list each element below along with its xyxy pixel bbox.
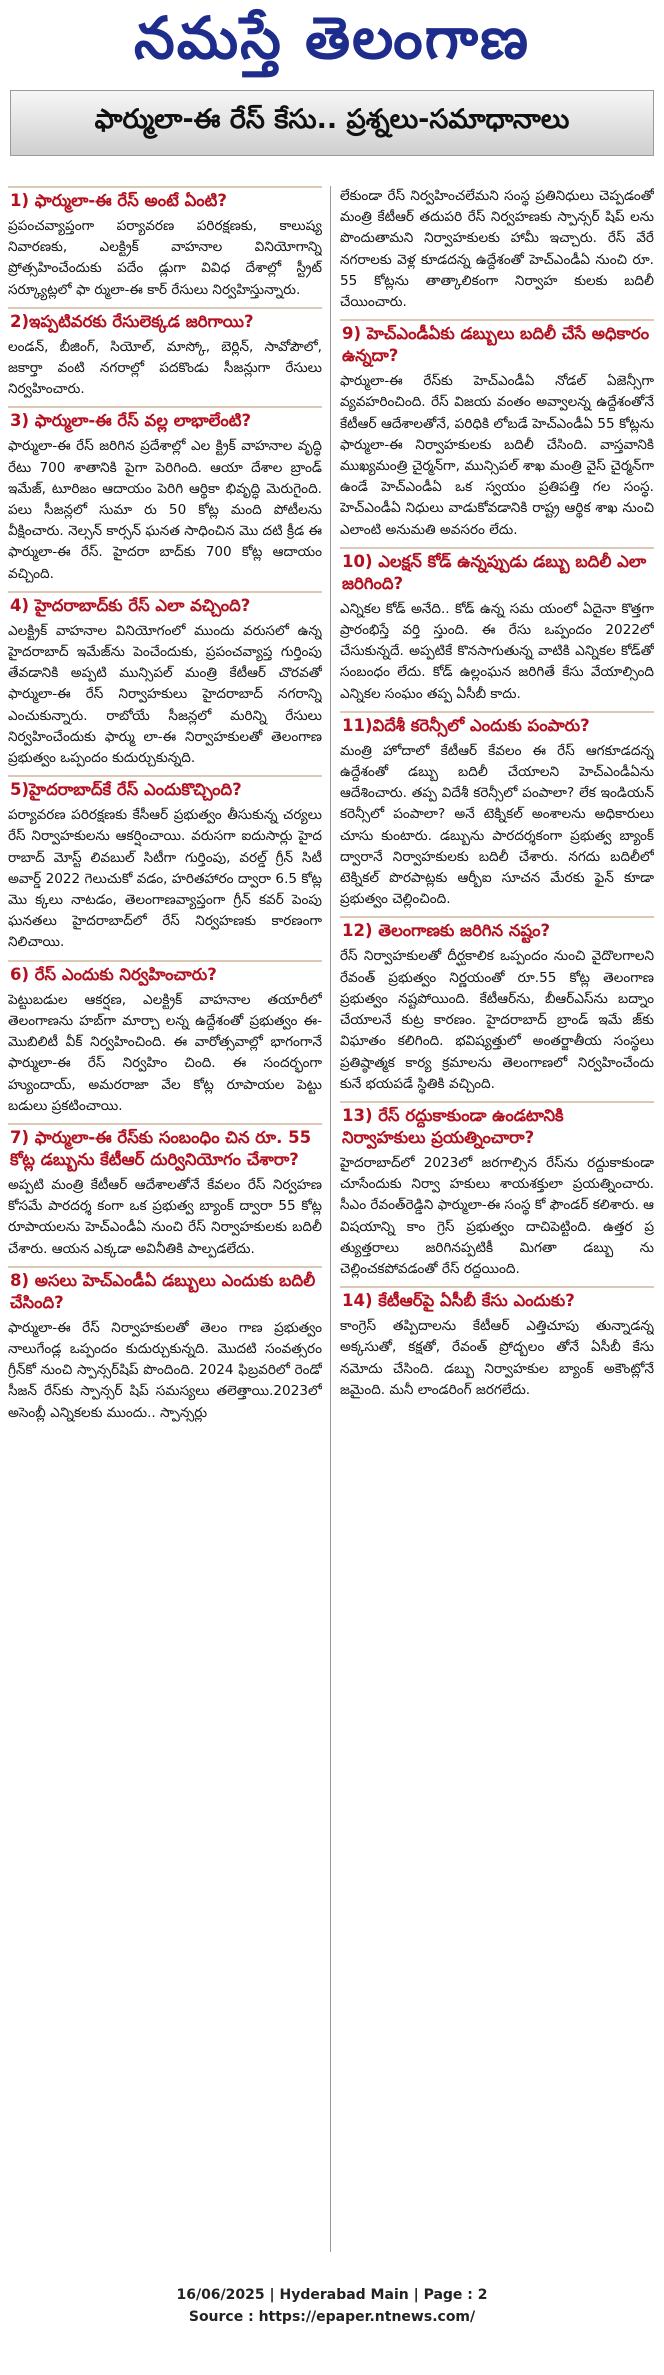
page-footer xyxy=(0,2284,664,2328)
answer-text: కాంగ్రెస్ తప్పిదాలను కేటీఆర్ ఎత్తిచూపు తున్నాడన్న అక్కసుతో, కక్షతో, రేవంత్ ప్రోద్బలం తోనే ఏసీబీ కేసు నమోదు చేసింది. డబ్బు నిర్వాహకుల బ్యాంక్ అకౌంట్లోనే జమైంది. మనీ లాండరింగ్ జరగలేదు. xyxy=(340,1318,654,1398)
question-heading: 6) రేస్ ఎందుకు నిర్వహించారు? xyxy=(8,960,322,990)
answer-text: ఎన్నికల కోడ్ అనేది.. కోడ్ ఉన్న సమ యంలో ఏదైనా కొత్తగా ప్రారంభిస్తే వర్తి స్తుంది. ఈ రేసు ఒప్పందం 2022లో చేసుకున్నదే. అప్పటికే కొనసాగుతున్న వాటికి ఎన్నికల కోడ్‌తో సంబంధం లేదు. కోడ్ ఉల్లంఘన జరిగితే కేసు వేయాల్సింది ఎన్నికల సంఘం తప్ప ఏసీబీ కాదు. xyxy=(340,600,654,702)
question-heading: 2)ఇప్పటివరకు రేసులెక్కడ జరిగాయి? xyxy=(8,307,322,337)
masthead-logo: నమస్తే తెలంగాణ xyxy=(134,3,530,72)
masthead xyxy=(0,0,664,90)
footer-source: Source : https://epaper.ntnews.com/ xyxy=(188,2309,476,2325)
question-heading: 5)హైదరాబాద్‌కే రేస్ ఎందుకొచ్చింది? xyxy=(8,775,322,805)
question-heading: 14) కేటీఆర్‌పై ఏసీబీ కేసు ఎందుకు? xyxy=(340,1286,654,1316)
answer-text: హైదరాబాద్‌లో 2023లో జరగాల్సిన రేస్‌ను రద్దుకాకుండా చూసేందుకు నిర్వా హకులు శాయశక్తులా ప్రయత్నించారు. సీఎం రేవంత్‌రెడ్డిని ఫార్ములా-ఈ సంస్థ కో ఫౌండర్ కలిశారు. ఆ విషయాన్ని కాం గ్రెస్ ప్రభుత్వం దాచిపెట్టింది. ఉత్తర ప్ర త్యుత్తరాలు జరిగినప్పటికీ మిగతా డబ్బు ను చెల్లించకపోవడంతో రేస్ రద్దయింది. xyxy=(340,1154,654,1277)
answer-text: ఫార్ములా-ఈ రేస్ నిర్వాహకులతో తెలం గాణ ప్రభుత్వం నాలుగేండ్ల ఒప్పందం కుదుర్చుకున్నది. మొదటి సంవత్సరం గ్రీన్‌కో నుంచి స్పాన్సర్‌షిప్ పొందింది. 2024 ఫిబ్రవరిలో రెండో సీజన్ రేస్‌కు స్పాన్సర్ షిప్ సమస్యలు తలెత్తాయి.2023లో అసెంబ్లీ ఎన్నికలకు ముందు.. స్పాన్సర్లు xyxy=(8,1319,322,1421)
qa-section xyxy=(8,591,322,769)
qa-section xyxy=(340,711,654,911)
question-heading: 11)విదేశీ కరెన్సీలో ఎందుకు పంపారు? xyxy=(340,711,654,741)
answer-text: అప్పటి మంత్రి కేటీఆర్ ఆదేశాలతోనే కేవలం రేస్ నిర్వహణ కోసమే పారదర్శ కంగా ఒక ప్రభుత్వ బ్యాంక్ ద్వారా 55 కోట్ల రూపాయలను హెచ్ఎండీఏ నుంచి రేస్ నిర్వాహకులకు బదిలీ చేశారు. ఆయన ఎక్కడా అవినీతికి పాల్పడలేదు. xyxy=(8,1176,322,1257)
article-columns xyxy=(0,186,664,2252)
answer-text: ఫార్ములా-ఈ రేస్ జరిగిన ప్రదేశాల్లో ఎల క్ట్రిక్ వాహనాల వృద్ధి రేటు 700 శాతానికి పైగా పెరిగింది. ఆయా దేశాల బ్రాండ్ ఇమేజ్, టూరిజం ఆదాయం పెరిగి ఆర్థికా భివృద్ధి మెరుగైంది. పలు సీజన్లలో సుమా రు 50 కోట్ల మంది పోటీలను వీక్షించారు. నెల్సన్ కార్సన్ ఘనత సాధించిన మొ దటి క్రీడ ఈ ఫార్ములా-ఈ రేస్. హైదరా బాద్‌కు 700 కోట్ల ఆదాయం వచ్చింది. xyxy=(8,438,322,582)
answer-text: పెట్టుబడుల ఆకర్షణ, ఎలక్ట్రిక్ వాహనాల తయారీలో తెలంగాణను హబ్‌గా మార్చా లన్న ఉద్దేశంతో ప్రభుత్వం ఈ-మొబిలిటీ వీక్ నిర్వహించింది. ఈ వారోత్సవాల్లో భాగంగానే ఫార్ములా-ఈ రేస్ నిర్వహిం చింది. ఈ సందర్భంగా హ్యుందాయ్, అమరరాజా వేల కోట్ల రూపాయల పెట్టు బడులు ప్రకటించాయి. xyxy=(8,991,322,1114)
qa-section xyxy=(340,916,654,1094)
question-heading: 7) ఫార్ములా-ఈ రేస్‌కు సంబంధిం చిన రూ. 55 కోట్ల డబ్బును కేటీఆర్ దుర్వినియోగం చేశారా? xyxy=(8,1123,322,1175)
answer-text: రేస్ నిర్వాహకులతో దీర్ఘకాలిక ఒప్పందం నుంచి వైదొలగాలని రేవంత్ ప్రభుత్వం నిర్ణయంతో రూ.55 కోట్ల తెలంగాణ ప్రభుత్వం నష్టపోయింది. కేటీఆర్‌ను, బీఆర్ఎస్‌ను బద్నాం చేయాలనే కుట్ర కారణం. హైదరాబాద్ బ్రాండ్ ఇమే జ్‌కు విఘాతం కలిగింది. భవిష్యత్తులో అంతర్జాతీయ సంస్థలు ప్రతిష్ఠాత్మక కార్య క్రమాలను తెలంగాణలో నిర్వహించేందు కునే భయపడే స్థితికి వచ్చింది. xyxy=(340,948,654,1092)
question-heading: 3) ఫార్ములా-ఈ రేస్ వల్ల లాభాలేంటి? xyxy=(8,406,322,436)
headline: ఫార్ములా-ఈ రేస్ కేసు.. ప్రశ్నలు-సమాధానాలు xyxy=(94,104,570,135)
qa-section xyxy=(340,1101,654,1280)
qa-section xyxy=(340,319,654,541)
qa-section xyxy=(8,406,322,584)
answer-text: లండన్, బీజింగ్, సియోల్, మాస్కో, బెర్లిన్, సావోపౌలో, జకార్తా వంటి నగరాల్లో పదకొండు సీజన్లుగా రేసులు నిర్వహించారు. xyxy=(8,338,322,398)
left-column xyxy=(8,186,322,2252)
qa-section xyxy=(8,775,322,953)
footer-dateline: 16/06/2025 | Hyderabad Main | Page : 2 xyxy=(176,2287,488,2303)
qa-section xyxy=(8,1123,322,1260)
column-divider xyxy=(330,186,331,2252)
qa-section xyxy=(8,307,322,401)
question-heading: 10) ఎలక్షన్ కోడ్ ఉన్నప్పుడు డబ్బు బదిలీ ఎలా జరిగింది? xyxy=(340,547,654,599)
question-heading: 8) అసలు హెచ్ఎండీఏ డబ్బులు ఎందుకు బదిలీ చేసింది? xyxy=(8,1266,322,1318)
question-heading: 4) హైదరాబాద్‌కు రేస్ ఎలా వచ్చింది? xyxy=(8,591,322,621)
right-column xyxy=(340,186,654,2252)
qa-section xyxy=(340,1286,654,1401)
qa-section xyxy=(8,960,322,1117)
continued-text: లేకుండా రేస్ నిర్వహించలేమని సంస్థ ప్రతినిధులు చెప్పడంతో మంత్రి కేటీఆర్ తదుపరి రేస్ నిర్వహణకు స్పాన్సర్ షిప్‌ లను పొందుతామని నిర్వాహకులకు హామీ ఇచ్చారు. రేస్ వేరే నగరాలకు వెళ్ల కూడదన్న ఉద్దేశంతో హెచ్ఎండీఏ నుంచి రూ. 55 కోట్లను తాత్కాలికంగా నిర్వాహ కులకు బదిలీ చేయించారు. xyxy=(340,188,654,311)
question-heading: 13) రేస్ రద్దుకాకుండా ఉండటానికి నిర్వాహకులు ప్రయత్నించారా? xyxy=(340,1101,654,1153)
answer-text: పర్యావరణ పరిరక్షణకు కేసీఆర్ ప్రభుత్వం తీసుకున్న చర్యలు రేస్ నిర్వాహకులను ఆకర్షించాయి. వరుసగా ఐదుసార్లు హైద రాబాద్ మోస్ట్ లివబుల్ సిటీగా గుర్తింపు, వరల్డ్ గ్రీన్ సిటీ అవార్డ్ 2022 గెలుచుకో వడం, హరితహారం ద్వారా 6.5 కోట్ల మొ క్కలు నాటడం, తెలంగాణవ్యాప్తంగా గ్రీన్ కవర్ పెంపు ఘనతలు హైదరాబాద్‌లో రేస్ నిర్వహణకు కారణంగా నిలిచాయి. xyxy=(8,807,322,951)
answer-text: ప్రపంచవ్యాప్తంగా పర్యావరణ పరిరక్షణకు, కాలుష్య నివారణకు, ఎలక్ట్రిక్ వాహనాల వినియోగాన్ని ప్రోత్సహించేందుకు పదేం డ్లుగా వివిధ దేశాల్లో స్ట్రీట్ సర్క్యూట్లలో ఫా ర్ములా-ఈ కార్ రేసులు నిర్వహిస్తున్నారు. xyxy=(8,218,322,298)
answer-text: ఎలక్ట్రిక్ వాహనాల వినియోగంలో ముందు వరుసలో ఉన్న హైదరాబాద్ ఇమేజ్‌ను పెంచేందుకు, ప్రపంచవ్యాప్త గుర్తింపు తేవడానికి అప్పటి మున్సిపల్ మంత్రి కేటీఆర్ చొరవతో ఫార్ములా-ఈ రేస్ నిర్వాహకులు హైదరాబాద్ నగరాన్ని ఎంచుకున్నారు. రాబోయే సీజన్లలో మరిన్ని రేసులు నిర్వహించేందుకు ఫార్ము లా-ఈ నిర్వాహకులతో తెలంగాణ ప్రభుత్వం ఒప్పందం కుదుర్చుకున్నది. xyxy=(8,622,322,767)
answer-text: మంత్రి హోదాలో కేటీఆర్ కేవలం ఈ రేస్ ఆగకూడదన్న ఉద్దేశంతో డబ్బు బదిలీ చేయాలని హెచ్ఎండీఏను ఆదేశించారు. తప్ప విదేశీ కరెన్సీలో పంపాలా? లేక ఇండియన్ కరెన్సీలో పంపాలా? అనే టెక్నికల్ అంశాలను అధికారులు చూసు కుంటారు. డబ్బును పారదర్శకంగా ప్రభుత్వ బ్యాంక్ ద్వారానే నిర్వాహకులకు బదిలీ చేశారు. నగదు బదిలీలో టెక్నికల్ పొరపాట్లకు ఆర్బీఐ సూచన మేరకు ఫైన్ కూడా ప్రభుత్వం చెల్లించింది. xyxy=(340,742,654,908)
headline-banner xyxy=(10,90,654,156)
qa-section xyxy=(8,1266,322,1424)
answer-text: ఫార్ములా-ఈ రేస్‌కు హెచ్ఎండీఏ నోడల్ ఏజెన్సీగా వ్యవహరించింది. రేస్ విజయ వంతం అవ్వాలన్న ఉద్దేశంతోనే కేటీఆర్ ఆదేశాలతోనే, పరిధికి లోబడే హెచ్ఎండీఏ 55 కోట్లను ఫార్ములా-ఈ నిర్వాహకులకు బదిలీ చేసింది. వాస్తవానికి ముఖ్యమంత్రి చైర్మన్‌గా, మున్సిపల్ శాఖ మంత్రి వైస్ చైర్మన్‌గా ఉండే హెచ్ఎండీఏ ఒక స్వయం ప్రతిపత్తి గల సంస్థ. హెచ్ఎండీఏ నిధులు వాడుకోవడానికి రాష్ట్ర ఆర్థిక శాఖ నుంచి ఎలాంటి అనుమతి అవసరం లేదు. xyxy=(340,373,654,538)
question-heading: 12) తెలంగాణకు జరిగిన నష్టం? xyxy=(340,916,654,946)
question-heading: 9) హెచ్ఎండీఏకు డబ్బులు బదిలీ చేసే అధికారం ఉన్నదా? xyxy=(340,319,654,371)
qa-section xyxy=(8,186,322,301)
question-heading: 1) ఫార్ములా-ఈ రేస్ అంటే ఏంటి? xyxy=(8,186,322,216)
qa-section xyxy=(340,547,654,705)
